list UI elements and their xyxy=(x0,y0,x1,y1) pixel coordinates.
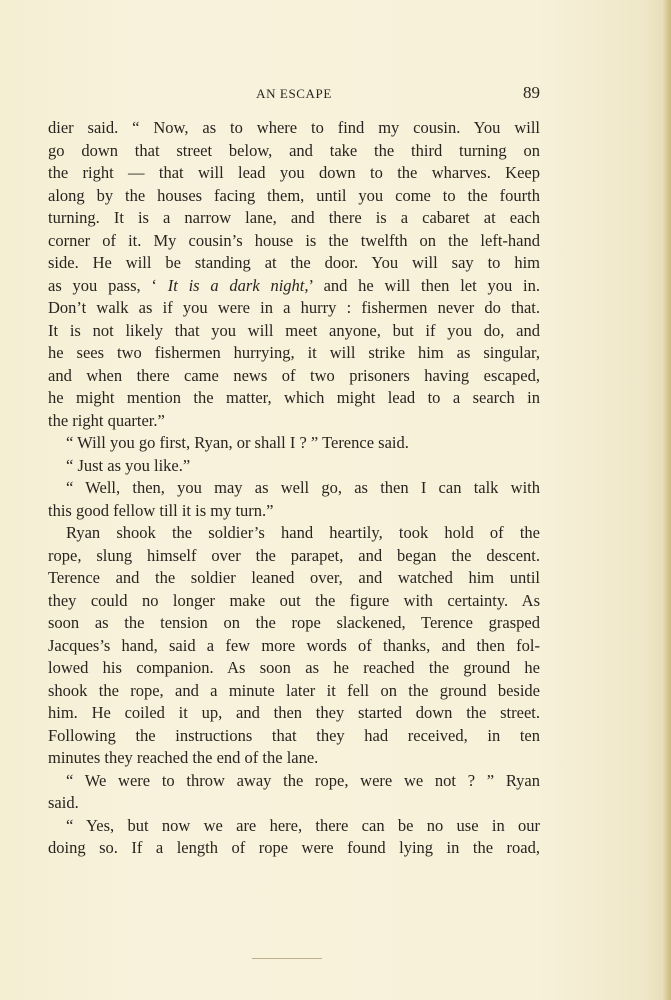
text-line: turning. It is a narrow lane, and there is a cabaret at each xyxy=(48,208,540,227)
running-head xyxy=(48,85,540,105)
text-line: said. xyxy=(48,793,79,812)
text-line xyxy=(48,275,540,298)
page-number: 89 xyxy=(523,83,540,102)
text-line: Don’t walk as if you were in a hurry : fishermen never do that. xyxy=(48,298,540,317)
text-line: dier said. “ Now, as to where to find my cousin. You will xyxy=(48,118,540,137)
text-line: “ Yes, but now we are here, there can be no use in our xyxy=(66,815,540,835)
text-line: soon as the tension on the rope slackened, Terence grasped xyxy=(48,613,540,632)
text-segment: ’ and he will then let you in. xyxy=(308,275,540,295)
page-edge xyxy=(663,0,671,1000)
text-line: he sees two fishermen hurrying, it will strike him as singular, xyxy=(48,343,540,362)
text-line: shook the rope, and a minute later it fell on the ground beside xyxy=(48,680,540,700)
text-line: Ryan shook the soldier’s hand heartily, took hold of the xyxy=(66,523,540,542)
text-line: this good fellow till it is my turn.” xyxy=(48,500,274,520)
text-line: It is not likely that you will meet anyone, but if you do, and xyxy=(48,320,540,340)
text-line: “ Will you go first, Ryan, or shall I ? ” Terence said. xyxy=(66,433,409,452)
text-line: along by the houses facing them, until you come to the fourth xyxy=(48,185,540,205)
text-line: he might mention the matter, which might lead to a search in xyxy=(48,388,540,407)
text-line: Jacques’s hand, said a few more words of thanks, and then fol- xyxy=(48,635,540,655)
text-line: him. He coiled it up, and then they started down the street. xyxy=(48,703,540,722)
text-line: minutes they reached the end of the lane. xyxy=(48,748,319,767)
text-segment: as you pass, ‘ xyxy=(48,275,168,295)
text-line: and when there came news of two prisoners having escaped, xyxy=(48,365,540,385)
text-line: “ Well, then, you may as well go, as then I can talk with xyxy=(66,478,540,497)
text-line: rope, slung himself over the parapet, and began the descent. xyxy=(48,545,540,565)
text-line: they could no longer make out the figure with certainty. As xyxy=(48,590,540,610)
text-line: “ We were to throw away the rope, were we not ? ” Ryan xyxy=(66,770,540,790)
text-line: the right — that will lead you down to the wharves. Keep xyxy=(48,163,540,182)
text-line: doing so. If a length of rope were found lying in the road, xyxy=(48,838,540,857)
body-text xyxy=(48,117,540,860)
text-line: side. He will be standing at the door. You will say to him xyxy=(48,253,540,272)
text-line: Following the instructions that they had received, in ten xyxy=(48,725,540,745)
italic-phrase: It is a dark night, xyxy=(167,275,309,295)
text-line: corner of it. My cousin’s house is the twelfth on the left-hand xyxy=(48,230,540,250)
text-line: the right quarter.” xyxy=(48,410,165,430)
text-line: lowed his companion. As soon as he reached the ground he xyxy=(48,658,540,677)
text-line: Terence and the soldier leaned over, and watched him until xyxy=(48,568,540,587)
text-line: “ Just as you like.” xyxy=(66,455,191,475)
running-title: AN ESCAPE xyxy=(256,86,332,101)
page-bottom-mark xyxy=(252,958,322,959)
text-line: go down that street below, and take the third turning on xyxy=(48,140,540,160)
